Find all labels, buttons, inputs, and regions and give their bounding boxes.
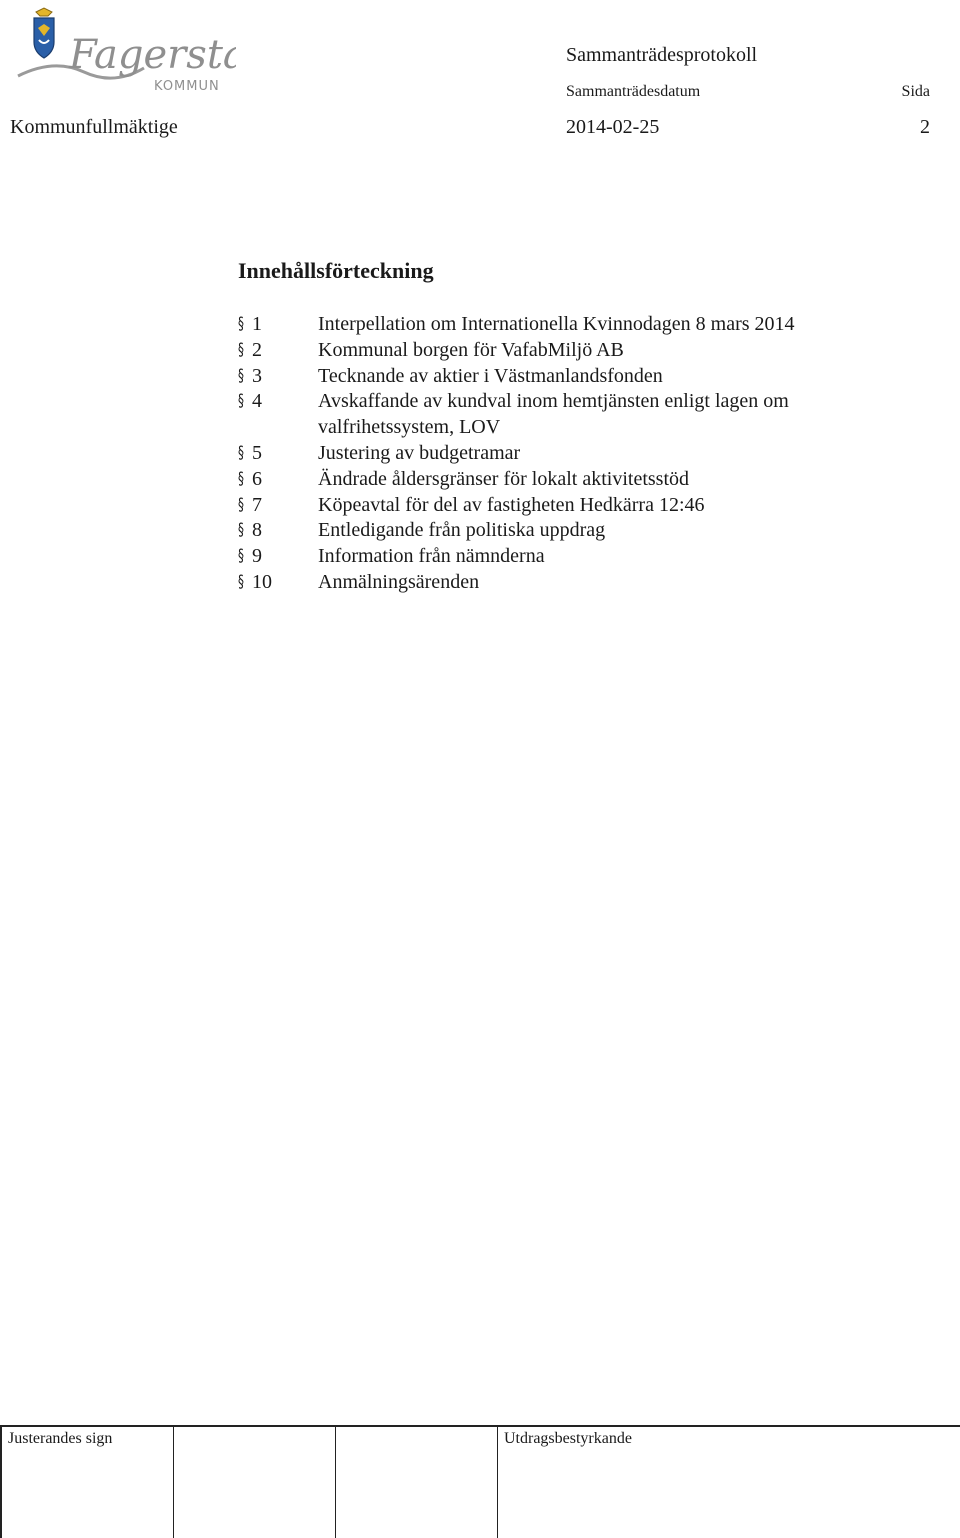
- toc-item: [238, 338, 878, 364]
- footer-cell-utdragsbestyrkande: Utdragsbestyrkande: [497, 1427, 960, 1538]
- toc-item-title: Interpellation om Internationella Kvinnodagen 8 mars 2014: [318, 313, 795, 335]
- toc-item-number: 10: [252, 570, 272, 593]
- section-symbol: §: [238, 391, 244, 412]
- section-symbol: §: [238, 314, 244, 334]
- toc-item: [238, 518, 878, 544]
- section-symbol: §: [238, 571, 244, 592]
- toc-item-number: 7: [252, 493, 262, 516]
- section-symbol: §: [238, 468, 244, 489]
- toc-item: [238, 364, 878, 390]
- toc-item: [238, 389, 878, 441]
- signature-footer: [0, 1425, 960, 1538]
- toc-item-title: Justering av budgetramar: [318, 441, 521, 464]
- toc-item-title: Kommunal borgen för VafabMiljö AB: [318, 338, 624, 361]
- toc-item-number: 2: [252, 338, 262, 361]
- page-label: Sida: [901, 83, 930, 100]
- toc-item-title: Avskaffande av kundval inom hemtjänsten enligt lagen om valfrihetssystem, LOV: [318, 390, 789, 439]
- toc-item-title: Tecknande av aktier i Västmanlandsfonden: [318, 364, 663, 387]
- section-symbol: §: [238, 442, 244, 463]
- toc-item-title: Information från nämnderna: [318, 545, 545, 568]
- toc-item: [238, 493, 878, 519]
- toc-item-title: Entledigande från politiska uppdrag: [318, 519, 606, 542]
- toc-item-number: 4: [252, 390, 262, 413]
- toc-item: [238, 544, 878, 570]
- toc-item-number: 5: [252, 441, 262, 464]
- section-symbol: §: [238, 339, 244, 360]
- toc-list: [238, 312, 878, 596]
- footer-cell-blank-1: [173, 1427, 335, 1538]
- section-symbol: §: [238, 520, 244, 541]
- organization-name: Kommunfullmäktige: [10, 116, 178, 138]
- toc-item: [238, 570, 878, 596]
- section-symbol: §: [238, 494, 244, 515]
- coat-of-arms-icon: [34, 8, 54, 58]
- svg-text:Fagersta: Fagersta: [69, 32, 236, 78]
- toc-item-number: 8: [252, 519, 262, 542]
- toc-item: [238, 467, 878, 493]
- toc-item-number: 3: [252, 364, 262, 387]
- toc-item-number: 9: [252, 545, 262, 568]
- toc-item-title: Ändrade åldersgränser för lokalt aktivitetsstöd: [318, 467, 689, 490]
- document-type: Sammanträdesprotokoll: [566, 44, 758, 66]
- footer-cell-blank-2: [335, 1427, 497, 1538]
- toc-item-number: 1: [252, 313, 262, 335]
- toc-item-title: Anmälningsärenden: [318, 570, 480, 593]
- page-number: 2: [920, 116, 930, 138]
- toc-item: [238, 441, 878, 467]
- fagersta-kommun-logo: [14, 6, 236, 98]
- meeting-date: 2014-02-25: [566, 116, 660, 138]
- section-symbol: §: [238, 546, 244, 567]
- toc-item-title: Köpeavtal för del av fastigheten Hedkärra 12:46: [318, 493, 705, 516]
- footer-cell-justerandes-sign: Justerandes sign: [0, 1427, 173, 1538]
- svg-text:KOMMUN: KOMMUN: [154, 79, 220, 94]
- date-label: Sammanträdesdatum: [566, 83, 701, 100]
- section-symbol: §: [238, 365, 244, 386]
- toc-item: [238, 312, 878, 338]
- toc-heading: Innehållsförteckning: [238, 258, 434, 283]
- toc-item-number: 6: [252, 467, 262, 490]
